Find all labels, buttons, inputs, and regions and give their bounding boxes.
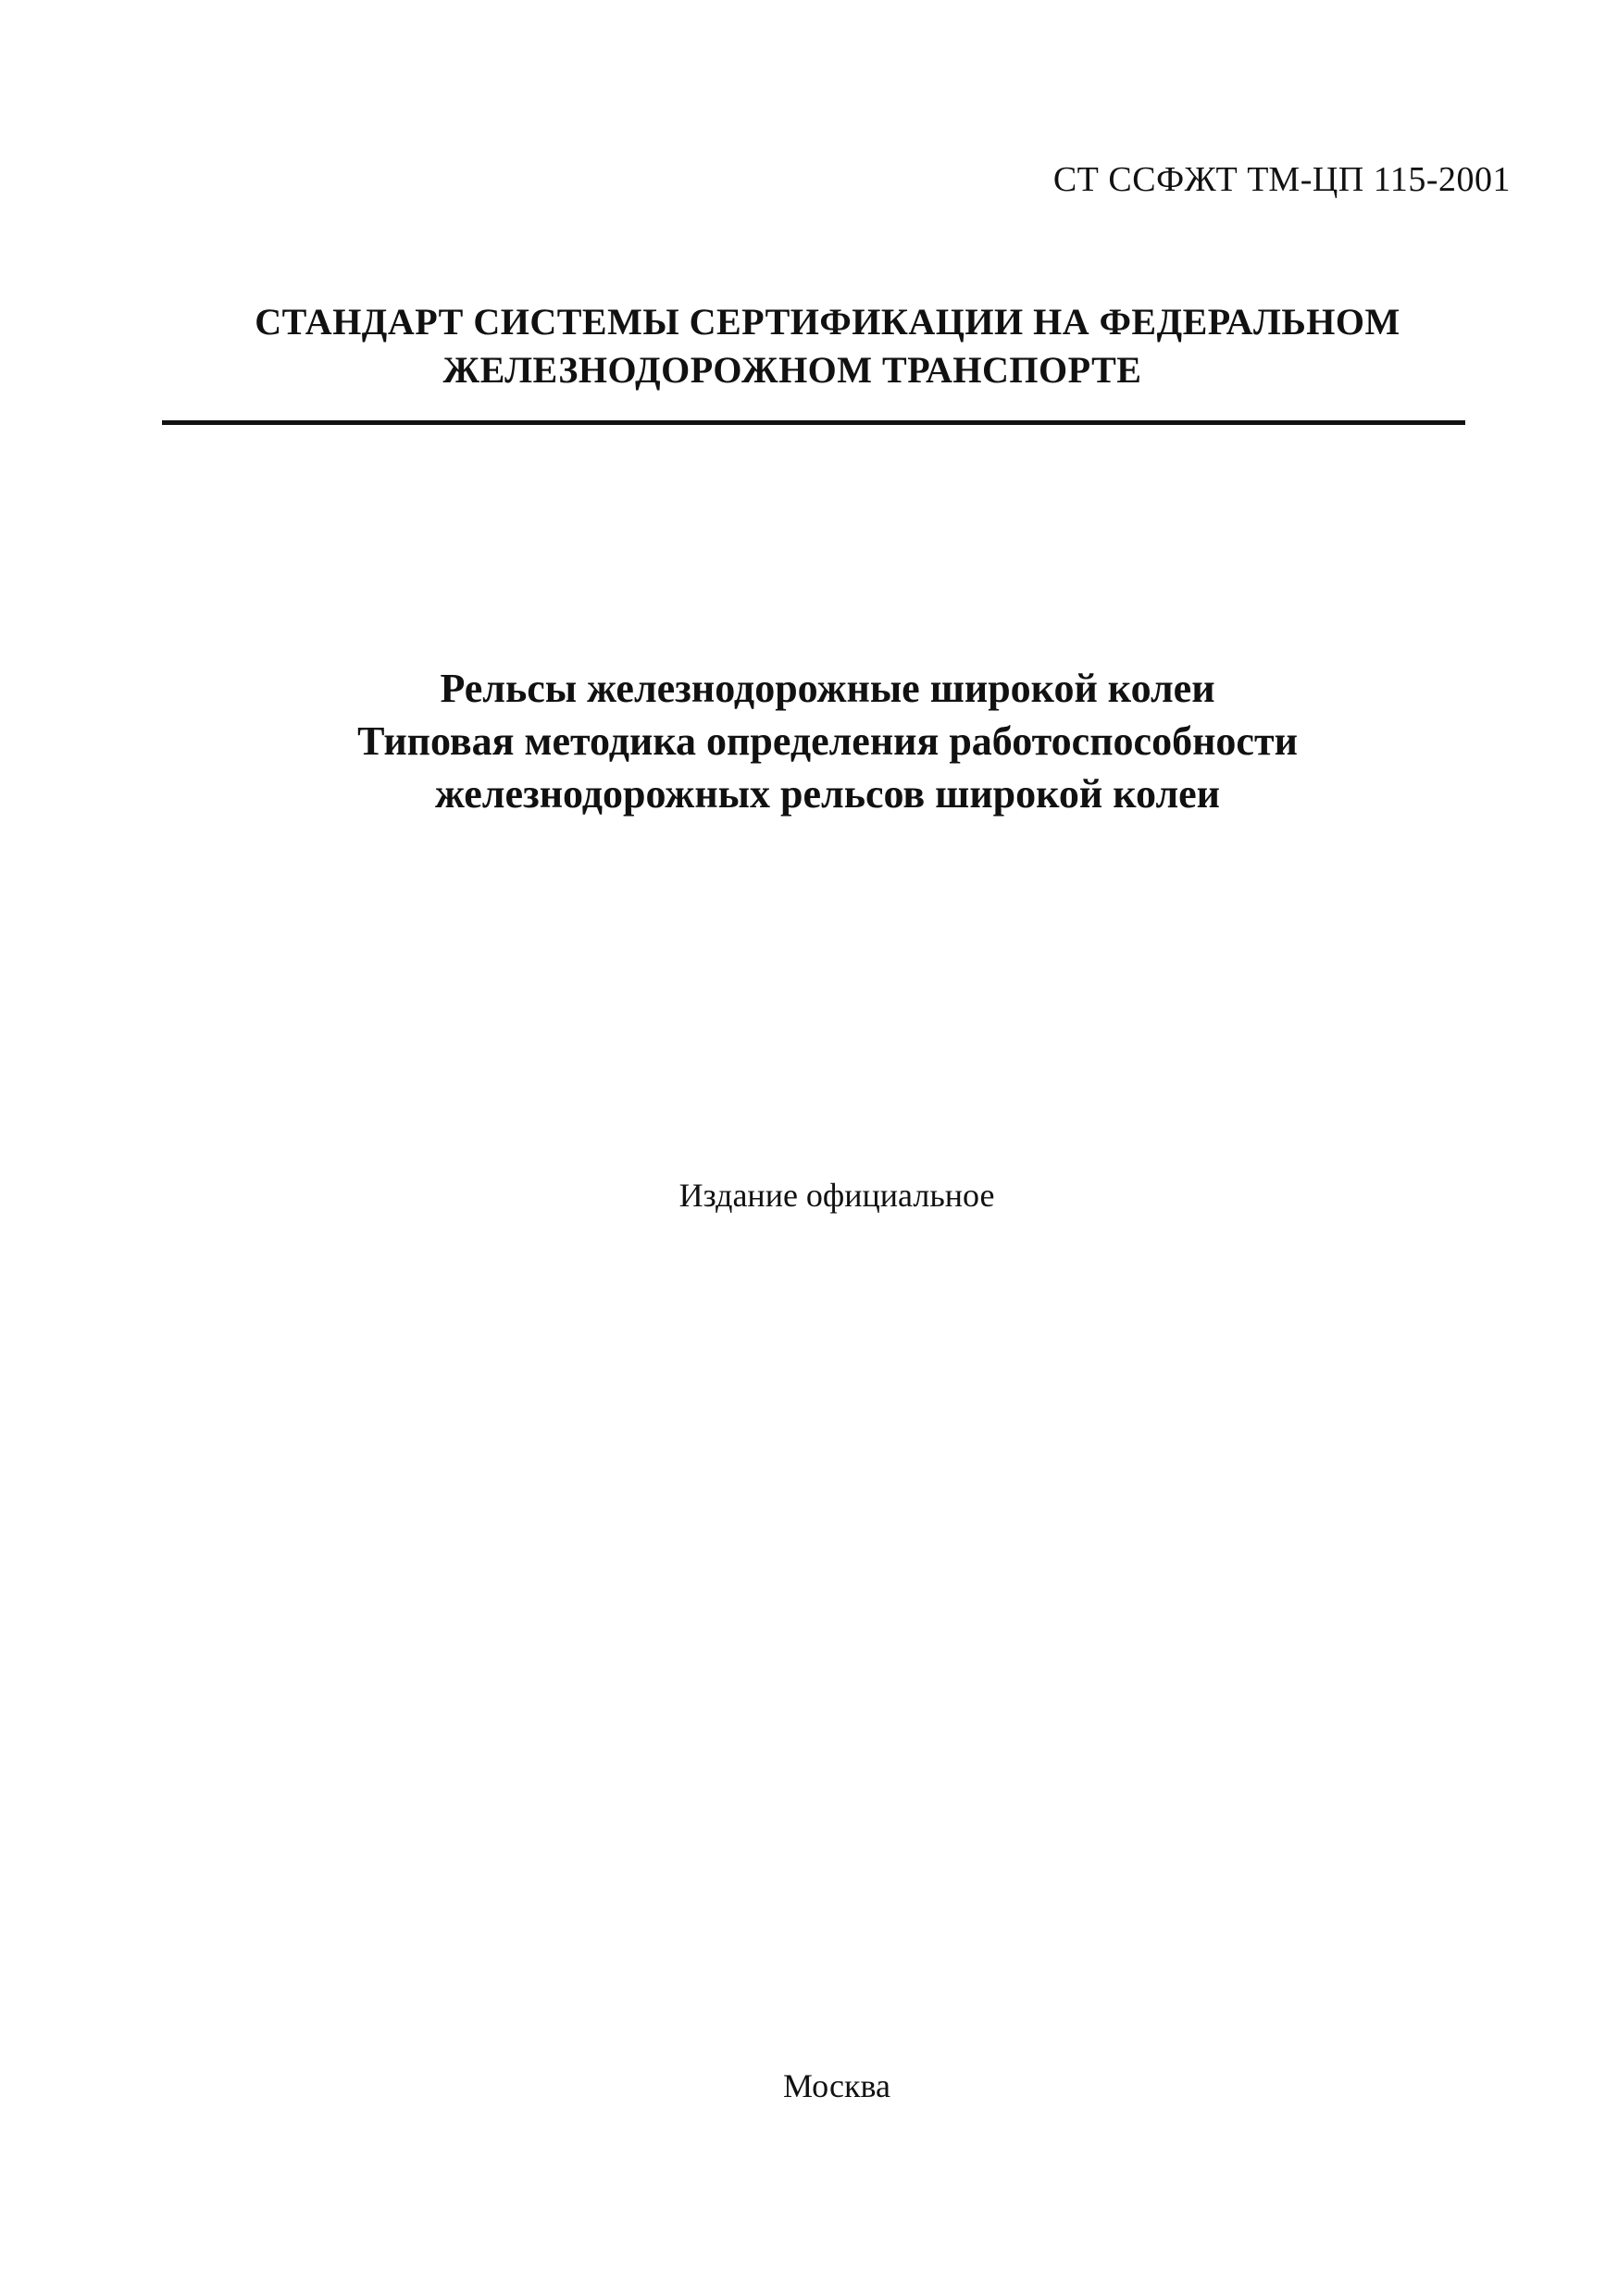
document-title-line-2: Типовая методика определения работоспособности — [357, 718, 1298, 764]
standard-header-line-2: ЖЕЛЕЗНОДОРОЖНОМ ТРАНСПОРТЕ — [442, 349, 1142, 391]
document-title-line-3: железнодорожных рельсов широкой колеи — [434, 771, 1221, 817]
document-title — [0, 662, 1618, 820]
edition-label: Издание официальное — [678, 1177, 995, 1214]
standard-header-line-1: СТАНДАРТ СИСТЕМЫ СЕРТИФИКАЦИИ НА ФЕДЕРАЛЬНОМ — [255, 301, 1400, 343]
document-title-line-1: Рельсы железнодорожные широкой колеи — [440, 666, 1215, 711]
standard-code: СТ ССФЖТ ТМ-ЦП 115-2001 — [1052, 160, 1511, 199]
header-divider — [162, 420, 1465, 425]
publication-city: Москва — [783, 2067, 890, 2104]
standard-header — [0, 298, 1618, 394]
